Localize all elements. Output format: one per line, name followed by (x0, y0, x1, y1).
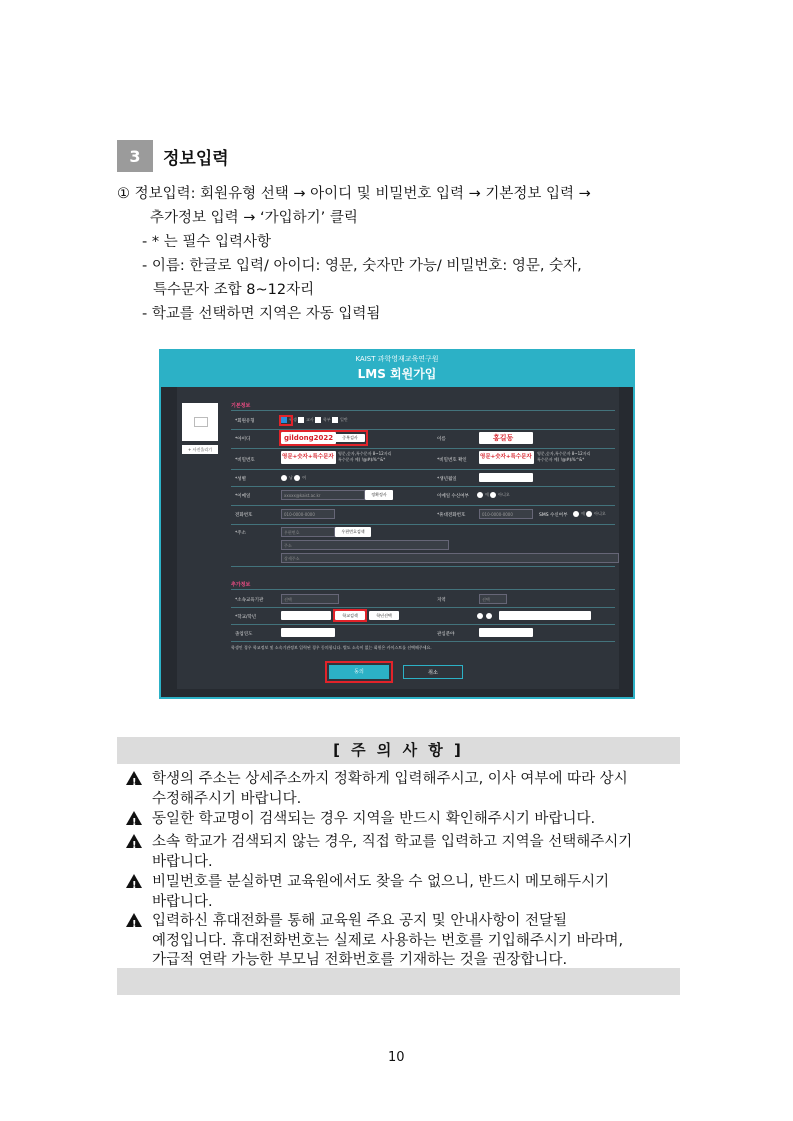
divider (231, 589, 615, 590)
password-input[interactable] (281, 451, 336, 464)
password-confirm-hint-value: 영문+숫자+특수문자 (480, 454, 532, 460)
address-input[interactable]: 주소 (281, 540, 449, 550)
radio-icon[interactable] (281, 475, 287, 481)
highlight-box (325, 661, 393, 683)
notice-text: 바랍니다. (152, 853, 213, 870)
warning-icon (126, 811, 142, 825)
dup-check-button[interactable]: 중복검사 (335, 434, 365, 442)
notice-text: 비밀번호를 분실하면 교육원에서도 찾을 수 없으니, 반드시 메모해두시기 (152, 874, 610, 890)
phone-input[interactable]: 010-0000-0000 (281, 509, 335, 519)
school-input[interactable] (281, 611, 331, 620)
grad-year-label: 졸업연도 (235, 632, 253, 637)
member-type-options[interactable]: 학생 교사 학부 일반 (281, 417, 348, 423)
divider (231, 641, 615, 642)
email-label: *이메일 (235, 494, 251, 499)
notice-text: 가급적 연락 가능한 부모님 전화번호를 기재하는 것을 권장합니다. (152, 952, 568, 968)
divider (231, 524, 615, 525)
highlight-box (279, 430, 368, 446)
phone-label: 전화번호 (235, 513, 253, 518)
divider (231, 607, 615, 608)
instruction-line: ① 정보입력: 회원유형 선택 → 아이디 및 비밀번호 입력 → 기본정보 입력 → (117, 186, 591, 202)
name-input[interactable] (479, 432, 533, 444)
radio-icon[interactable] (477, 492, 483, 498)
checkbox-icon[interactable] (298, 417, 304, 423)
notice-text: 학생의 주소는 상세주소까지 정확하게 입력해주시고, 이사 여부에 따라 상시 (152, 771, 628, 787)
name-label: 이름 (437, 437, 446, 442)
grad-year-input[interactable] (281, 628, 335, 637)
divider (231, 469, 615, 470)
instruction-line: - 학교를 선택하면 지역은 자동 입력됨 (142, 306, 381, 322)
member-type-label: *회원유형 (235, 419, 255, 424)
warning-icon (126, 834, 142, 848)
sms-consent-label: SMS 수신여부 (539, 513, 568, 518)
notice-text: 동일한 학교명이 검색되는 경우 지역을 반드시 확인해주시기 바랍니다. (152, 811, 596, 827)
notice-footer-bar (117, 968, 680, 995)
notice-text: 바랍니다. (152, 893, 213, 910)
cancel-button[interactable]: 취소 (403, 665, 463, 679)
school-extra-input[interactable] (499, 611, 591, 620)
mobile-label: *휴대전화번호 (437, 513, 466, 518)
region-label: 지역 (437, 598, 446, 603)
school-options[interactable] (477, 613, 494, 619)
signup-header (161, 351, 633, 387)
school-search-button[interactable]: 학교검색 (335, 611, 365, 620)
radio-icon[interactable] (477, 613, 483, 619)
section-number: 3 (117, 140, 153, 172)
notice-text: 입력하신 휴대전화를 통해 교육원 주요 공지 및 안내사항이 전달될 (152, 913, 568, 929)
radio-icon[interactable] (294, 475, 300, 481)
password-confirm-label: *비밀번호 확인 (437, 458, 467, 463)
notice-title: [ 주 의 사 항 ] (117, 737, 680, 764)
address-label: *주소 (235, 531, 246, 536)
instruction-line: 추가정보 입력 → ‘가입하기’ 클릭 (150, 210, 358, 226)
section-title: 정보입력 (163, 149, 229, 169)
region-select[interactable]: 선택 (479, 594, 507, 604)
edu-office-select[interactable]: 선택 (281, 594, 339, 604)
password-confirm-input[interactable] (479, 451, 534, 464)
radio-icon[interactable] (490, 492, 496, 498)
instruction-line: 특수문자 조합 8~12자리 (153, 282, 315, 298)
radio-icon[interactable] (486, 613, 492, 619)
basic-info-heading: 기본정보 (231, 403, 251, 409)
zip-input[interactable]: 우편번호 (281, 527, 335, 537)
divider (231, 448, 615, 449)
signup-screenshot (159, 349, 635, 699)
extra-info-heading: 추가정보 (231, 582, 251, 588)
interest-input[interactable] (479, 628, 533, 637)
password-rule: 영문,숫자,특수문자 8~12자리 특수문자 예) !@#$%^&* (338, 451, 392, 462)
image-icon (194, 417, 208, 427)
instruction-line: - * 는 필수 입력사항 (142, 234, 271, 250)
password-hint-value: 영문+숫자+특수문자 (282, 454, 334, 460)
divider (231, 566, 615, 567)
highlight-box (333, 609, 367, 622)
divider (231, 505, 615, 506)
notice-text: 예정입니다. 휴대전화번호는 실제로 사용하는 번호를 기입해주시기 바라며, (152, 932, 624, 949)
instruction-line: - 이름: 한글로 입력/ 아이디: 영문, 숫자만 가능/ 비밀번호: 영문, 숫자, (142, 258, 582, 274)
warning-icon (126, 913, 142, 927)
form-note: 학생인 경우 학교정보 및 소속기관정보 입력된 경우 동의합니다. 별도 소속이 없는 회원은 카이스트를 선택해주세요. (231, 645, 432, 650)
radio-icon[interactable] (586, 511, 592, 517)
zip-search-button[interactable]: 우편번호검색 (335, 527, 371, 537)
mobile-input[interactable]: 010-0000-0000 (479, 509, 533, 519)
id-label: *아이디 (235, 437, 251, 442)
birthday-input[interactable] (479, 473, 533, 482)
gender-options[interactable]: 남 여 (281, 475, 306, 481)
checkbox-icon[interactable] (315, 417, 321, 423)
school-grade-label: *학교/학년 (235, 615, 257, 620)
signup-title: LMS 회원가입 (357, 367, 437, 381)
interest-label: 관심분야 (437, 632, 455, 637)
submit-button[interactable]: 동의 (329, 665, 389, 679)
photo-upload-button[interactable]: + 사진올리기 (182, 445, 218, 454)
id-value: gildong2022 (284, 434, 334, 442)
password-confirm-rule: 영문,숫자,특수문자 8~12자리 특수문자 예) !@#$%^&* (537, 451, 591, 462)
warning-icon (126, 771, 142, 785)
email-consent-options[interactable]: 예 아니오 (477, 492, 510, 498)
divider (231, 486, 615, 487)
password-label: *비밀번호 (235, 458, 255, 463)
edu-office-label: *소속교육기관 (235, 598, 264, 603)
radio-icon[interactable] (573, 511, 579, 517)
page-number: 10 (388, 1050, 405, 1065)
warning-icon (126, 874, 142, 888)
name-value: 홍길동 (493, 434, 514, 442)
signup-form (177, 387, 619, 689)
checkbox-icon[interactable] (332, 417, 338, 423)
divider (231, 410, 615, 411)
divider (231, 624, 615, 625)
gender-label: *성별 (235, 477, 246, 482)
highlight-box (279, 415, 293, 426)
sms-consent-options[interactable]: 예 아니오 (573, 511, 606, 517)
notice-text: 소속 학교가 검색되지 않는 경우, 직접 학교를 입력하고 지역을 선택해주시기 (152, 834, 633, 850)
grade-select[interactable]: 학년선택 (369, 611, 399, 620)
email-consent-label: 이메일 수신여부 (437, 494, 469, 499)
email-input[interactable]: xxxxx@kaist.ac.kr (281, 490, 365, 500)
email-check-button[interactable]: 정확정사 (365, 490, 393, 500)
org-name: KAIST 과학영재교육연구원 (355, 355, 439, 363)
birthday-label: *생년월일 (437, 477, 457, 482)
notice-text: 수정해주시기 바랍니다. (152, 790, 302, 807)
address-detail-input[interactable]: 상세주소 (281, 553, 619, 563)
photo-placeholder (182, 403, 218, 441)
